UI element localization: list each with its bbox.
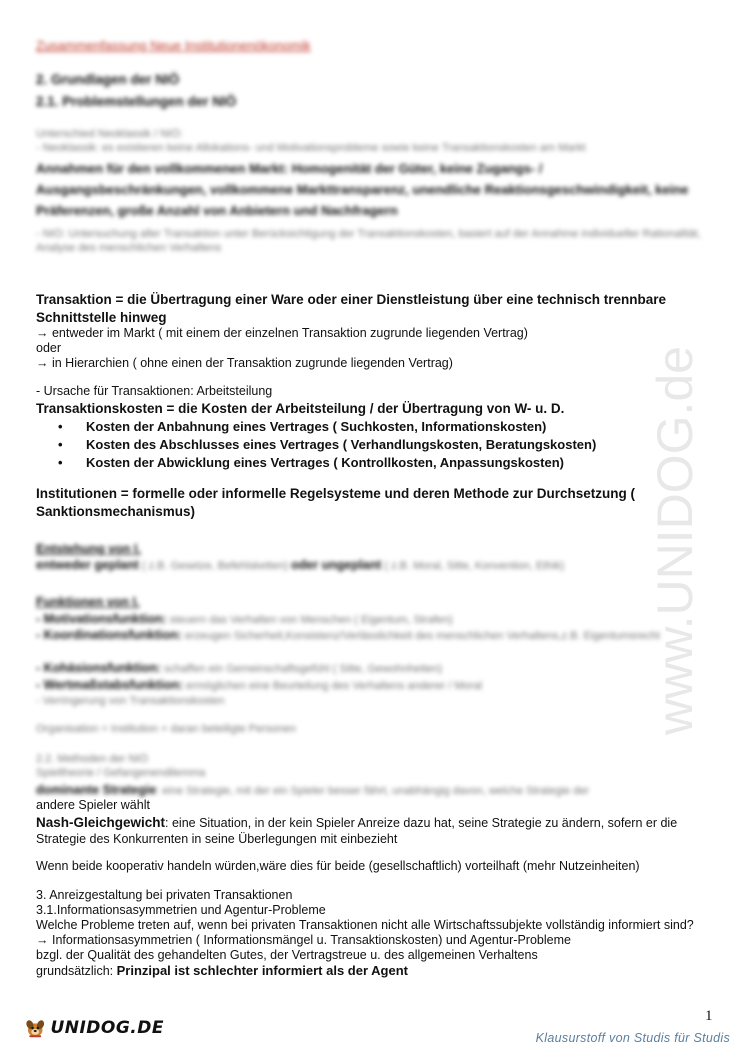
funktion-label: - Koordinationsfunktion: <box>36 628 182 642</box>
funktion-line <box>36 628 706 644</box>
funktion-text: schaffen ein Gemeinschaftsgefühl ( Sitte, Gewohnheiten) <box>161 663 443 675</box>
anreiz-question: Welche Probleme treten auf, wenn bei privaten Transaktionen nicht alle Wirtschaftssubjekte vollständig informiert sind? <box>36 918 694 932</box>
entstehung-geplant-text: ( z.B. Gesetze, Befehlsketten) <box>138 560 292 572</box>
doc-title: Zusammenfassung Neue Institutionenökonomik <box>36 38 311 53</box>
anreiz-heading: 3. Anreizgestaltung bei privaten Transaktionen <box>36 888 293 902</box>
section-heading: 2. Grundlagen der NIÖ <box>36 72 180 87</box>
blurred-nio: - NIÖ: Untersuchung aller Transaktion unter Berücksichtigung der Transaktionskosten, basiert auf der Annahme individueller Rationalität, Analyse des menschlichen Verhaltens <box>36 228 701 254</box>
funktion-line <box>36 611 706 628</box>
grundsaetzlich-statement: Prinzipal ist schlechter informiert als der Agent <box>116 963 408 978</box>
anreiz-answer: → Informationsasymmetrien ( Informationsmängel u. Transaktionskosten) und Agentur-Probleme <box>36 933 571 947</box>
dominant-label: dominante Strategie <box>36 783 157 797</box>
logo-text: UNIDOG.DE <box>50 1018 164 1038</box>
kosten-list <box>36 418 706 472</box>
funktion-label: - Motivationsfunktion: <box>36 612 167 626</box>
funktion-label: - Wertmaßstabsfunktion: <box>36 678 183 692</box>
transaktion-definition: Transaktion = die Übertragung einer Ware oder einer Dienstleistung über eine technisch trennbare Schnittstelle hinweg <box>36 292 667 325</box>
unidog-logo <box>24 1013 164 1043</box>
list-item: • Kosten der Anbahnung eines Vertrages ( Suchkosten, Informationskosten) <box>36 418 706 436</box>
transaktion-oder: oder <box>36 341 62 355</box>
entstehung-geplant: entweder geplant <box>36 558 139 572</box>
funktionen-title: Funktionen von I. <box>36 595 140 609</box>
funktion-line <box>36 677 706 694</box>
kooperativ-line: Wenn beide kooperativ handeln würden,wäre dies für beide (gesellschaftlich) vorteilhaft (mehr Nutzeinheiten) <box>36 859 640 873</box>
verringerung-line: - Verringerung von Transaktionskosten <box>36 695 225 707</box>
transaktion-option-market: → entweder im Markt ( mit einem der einzelnen Transaktion zugrunde liegenden Vertrag) <box>36 326 528 340</box>
entstehung-ungeplant-text: ( z.B. Moral, Sitte, Konvention, Ethik) <box>381 560 565 572</box>
blurred-line-2: - Neoklassik: es existieren keine Allokations- und Motivationsprobleme sowie keine Transaktionskosten am Markt <box>36 142 586 154</box>
funktion-label: - Kohäsionsfunktion: <box>36 661 161 675</box>
organisation-line: Organisation = Institution + daran beteiligte Personen <box>36 723 296 735</box>
dog-icon <box>24 1013 46 1043</box>
funktion-text: ermöglichen eine Beurteilung des Verhaltens anderer / Moral <box>183 680 483 692</box>
footer-tagline: Klausurstoff von Studis für Studis <box>535 1031 730 1045</box>
transaktion-option-hierarchy: → in Hierarchien ( ohne einen der Transaktion zugrunde liegenden Vertrag) <box>36 356 453 370</box>
anreiz-subheading: 3.1.Informationsasymmetrien und Agentur-Probleme <box>36 903 326 917</box>
nash-text: : eine Situation, in der kein Spieler Anreize dazu hat, seine Strategie zu ändern, sofern er die Strategie des Konkurrenten in seine Überlegungen mit einbezieht <box>36 816 678 846</box>
anreiz-bzgl: bzgl. der Qualität des gehandelten Gutes, der Vertragstreue u. des allgemeinen Verhaltens <box>36 948 538 962</box>
blurred-line-1: Unterschied Neoklassik / NIÖ: <box>36 128 183 140</box>
grundsaetzlich-label: grundsätzlich: <box>36 964 117 978</box>
institutionen-definition: Institutionen = formelle oder informelle Regelsysteme und deren Methode zur Durchsetzung ( Sanktionsmechanismus) <box>36 486 635 519</box>
entstehung-ungeplant: oder ungeplant <box>291 558 382 572</box>
andere-spieler-line: andere Spieler wählt <box>36 798 150 812</box>
list-item: • Kosten des Abschlusses eines Vertrages ( Verhandlungskosten, Beratungskosten) <box>36 436 706 454</box>
funktion-text: steuern das Verhalten von Menschen ( Eigentum, Strafen) <box>166 614 453 626</box>
page-number: 1 <box>705 1008 713 1024</box>
methoden-title: 2.2. Methoden der NIÖ <box>36 753 148 765</box>
anreiz-grundsaetzlich <box>36 963 706 979</box>
nash-label: Nash-Gleichgewicht <box>36 815 166 830</box>
section-subheading: 2.1. Problemstellungen der NIÖ <box>36 94 237 109</box>
funktion-line <box>36 660 706 677</box>
dominant-text: : eine Strategie, mit der ein Spieler besser fährt, unabhängig davon, welche Strategie der <box>156 785 590 797</box>
funktion-text: erzeugen Sicherheit,Konsistenz/Verlässlichkeit des menschlichen Verhaltens,z.B. Eigentumsrecht <box>181 630 660 642</box>
entstehung-line <box>36 557 706 574</box>
blurred-assumptions: Annahmen für den vollkommenen Markt: Homogenität der Güter, keine Zugangs- / Ausgangsbeschränkungen, vollkommene Markttransparenz, unendliche Reaktionsgeschwindigkeit, keine Präferenzen, große Anzahl von Anbietern und Nachfragern <box>36 161 689 218</box>
list-item: • Kosten der Abwicklung eines Vertrages ( Kontrollkosten, Anpassungskosten) <box>36 454 706 472</box>
watermark-text: www.UNIDOG.de <box>647 346 703 735</box>
ursache-line: - Ursache für Transaktionen: Arbeitsteilung <box>36 384 273 398</box>
transaktionskosten-definition: Transaktionskosten = die Kosten der Arbeitsteilung / der Übertragung von W- u. D. <box>36 401 565 416</box>
nash-paragraph <box>36 815 706 847</box>
spieltheorie-line: Spieltheorie / Gefangenendilemma <box>36 767 206 779</box>
entstehung-title: Entstehung von I. <box>36 542 141 556</box>
